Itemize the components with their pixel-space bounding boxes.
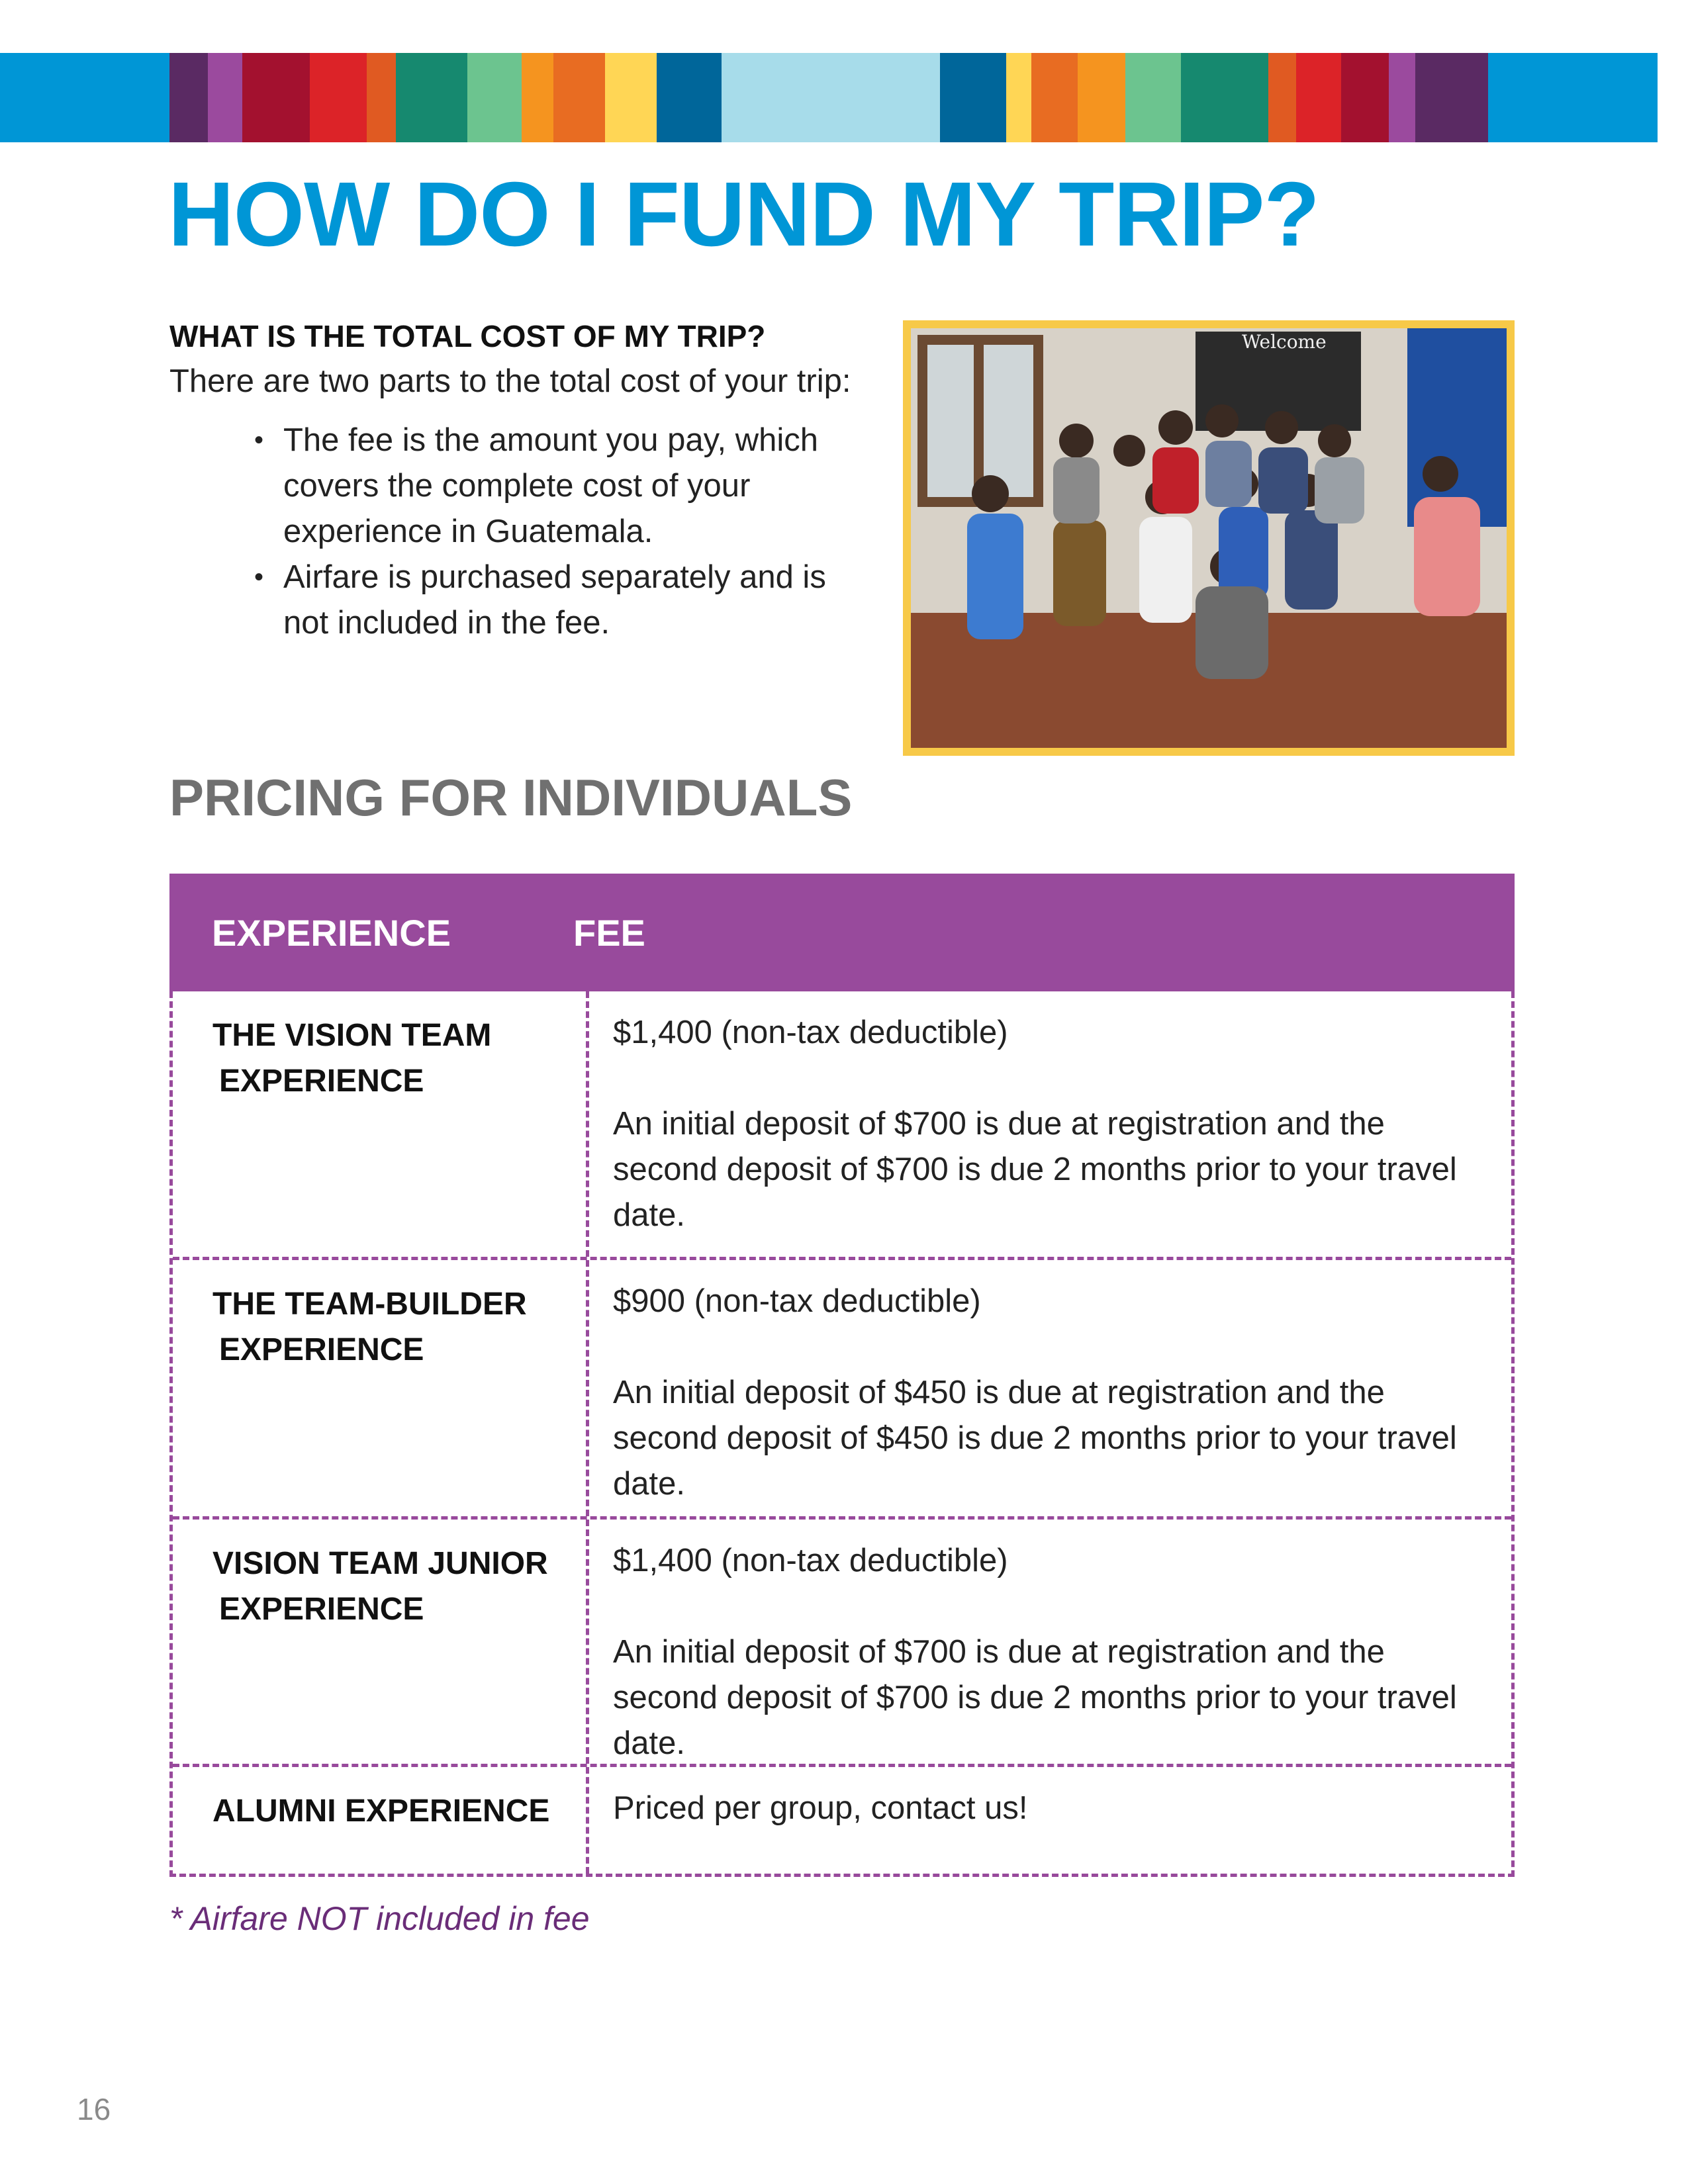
experience-name-line1: ALUMNI EXPERIENCE bbox=[212, 1794, 550, 1829]
group-photo bbox=[911, 328, 1507, 748]
decorative-color-bar bbox=[0, 53, 1688, 142]
color-bar-segment bbox=[867, 53, 940, 142]
color-bar-segment bbox=[553, 53, 605, 142]
color-bar-segment bbox=[1389, 53, 1415, 142]
color-bar-segment bbox=[657, 53, 722, 142]
color-bar-segment bbox=[522, 53, 553, 142]
color-bar-segment bbox=[1125, 53, 1181, 142]
airfare-footnote: * Airfare NOT included in fee bbox=[169, 1900, 590, 1937]
experience-name bbox=[173, 1520, 589, 1764]
total-cost-intro: There are two parts to the total cost of your trip: bbox=[169, 363, 851, 399]
color-bar-segment bbox=[1488, 53, 1573, 142]
color-bar-segment bbox=[1078, 53, 1125, 142]
table-row bbox=[173, 1257, 1511, 1516]
color-bar-segment bbox=[1296, 53, 1341, 142]
experience-name bbox=[173, 991, 589, 1257]
group-photo-illustration bbox=[911, 328, 1507, 748]
color-bar-segment bbox=[169, 53, 208, 142]
group-photo-frame bbox=[903, 320, 1515, 756]
experience-name-line2: EXPERIENCE bbox=[219, 1592, 424, 1627]
color-bar-segment bbox=[1341, 53, 1389, 142]
deposit-terms: An initial deposit of $700 is due at registration and the second deposit of $700 is due 2 months prior to your travel date. bbox=[613, 1106, 1457, 1233]
color-bar-segment bbox=[1031, 53, 1078, 142]
deposit-terms: An initial deposit of $450 is due at registration and the second deposit of $450 is due 2 months prior to your travel date. bbox=[613, 1375, 1457, 1502]
color-bar-segment bbox=[367, 53, 396, 142]
table-row bbox=[173, 1764, 1511, 1874]
deposit-terms: An initial deposit of $700 is due at registration and the second deposit of $700 is due 2 months prior to your travel date. bbox=[613, 1634, 1457, 1761]
color-bar-segment bbox=[0, 53, 85, 142]
pricing-table-header bbox=[169, 874, 1515, 991]
experience-name-line1: THE TEAM-BUILDER bbox=[212, 1287, 527, 1322]
color-bar-segment bbox=[722, 53, 794, 142]
cost-bullet-fee: • The fee is the amount you pay, which covers the complete cost of your experience in Guatemala. bbox=[283, 418, 865, 555]
color-bar-segment bbox=[794, 53, 867, 142]
experience-name bbox=[173, 1767, 589, 1874]
color-bar-segment bbox=[396, 53, 467, 142]
total-cost-section bbox=[169, 316, 865, 646]
color-bar-segment bbox=[1181, 53, 1268, 142]
experience-name-line1: VISION TEAM JUNIOR bbox=[212, 1546, 548, 1581]
fee-amount: $1,400 (non-tax deductible) bbox=[613, 1015, 1008, 1050]
color-bar-segment bbox=[242, 53, 310, 142]
cost-bullet-airfare: • Airfare is purchased separately and is not included in the fee. bbox=[283, 555, 865, 646]
color-bar-segment bbox=[1573, 53, 1658, 142]
experience-fee bbox=[589, 1520, 1511, 1764]
color-bar-segment bbox=[1006, 53, 1031, 142]
fee-amount: Priced per group, contact us! bbox=[613, 1790, 1028, 1826]
table-row bbox=[173, 1516, 1511, 1764]
fee-amount: $900 (non-tax deductible) bbox=[613, 1283, 981, 1319]
cost-bullet-list bbox=[169, 418, 865, 646]
experience-fee bbox=[589, 1767, 1511, 1874]
experience-name-line2: EXPERIENCE bbox=[219, 1332, 424, 1367]
page-number: 16 bbox=[77, 2092, 111, 2126]
fee-amount: $1,400 (non-tax deductible) bbox=[613, 1543, 1008, 1578]
color-bar-segment bbox=[85, 53, 169, 142]
column-header-experience: EXPERIENCE bbox=[212, 911, 451, 954]
experience-fee bbox=[589, 991, 1511, 1257]
pricing-heading: PRICING FOR INDIVIDUALS bbox=[169, 768, 853, 827]
experience-name bbox=[173, 1260, 589, 1516]
color-bar-segment bbox=[208, 53, 242, 142]
color-bar-segment bbox=[1268, 53, 1296, 142]
total-cost-heading: WHAT IS THE TOTAL COST OF MY TRIP? bbox=[169, 319, 766, 353]
page-title: HOW DO I FUND MY TRIP? bbox=[168, 163, 1319, 265]
color-bar-segment bbox=[1415, 53, 1488, 142]
welcome-sign-text: Welcome bbox=[1242, 331, 1327, 353]
pricing-table-body bbox=[169, 991, 1515, 1877]
color-bar-segment bbox=[605, 53, 657, 142]
column-header-fee: FEE bbox=[573, 911, 645, 954]
color-bar-segment bbox=[940, 53, 1006, 142]
color-bar-segment bbox=[310, 53, 367, 142]
pricing-table bbox=[169, 874, 1515, 1877]
color-bar-segment bbox=[467, 53, 522, 142]
experience-name-line1: THE VISION TEAM bbox=[212, 1018, 492, 1053]
experience-fee bbox=[589, 1260, 1511, 1516]
table-row bbox=[173, 991, 1511, 1257]
experience-name-line2: EXPERIENCE bbox=[219, 1064, 424, 1099]
